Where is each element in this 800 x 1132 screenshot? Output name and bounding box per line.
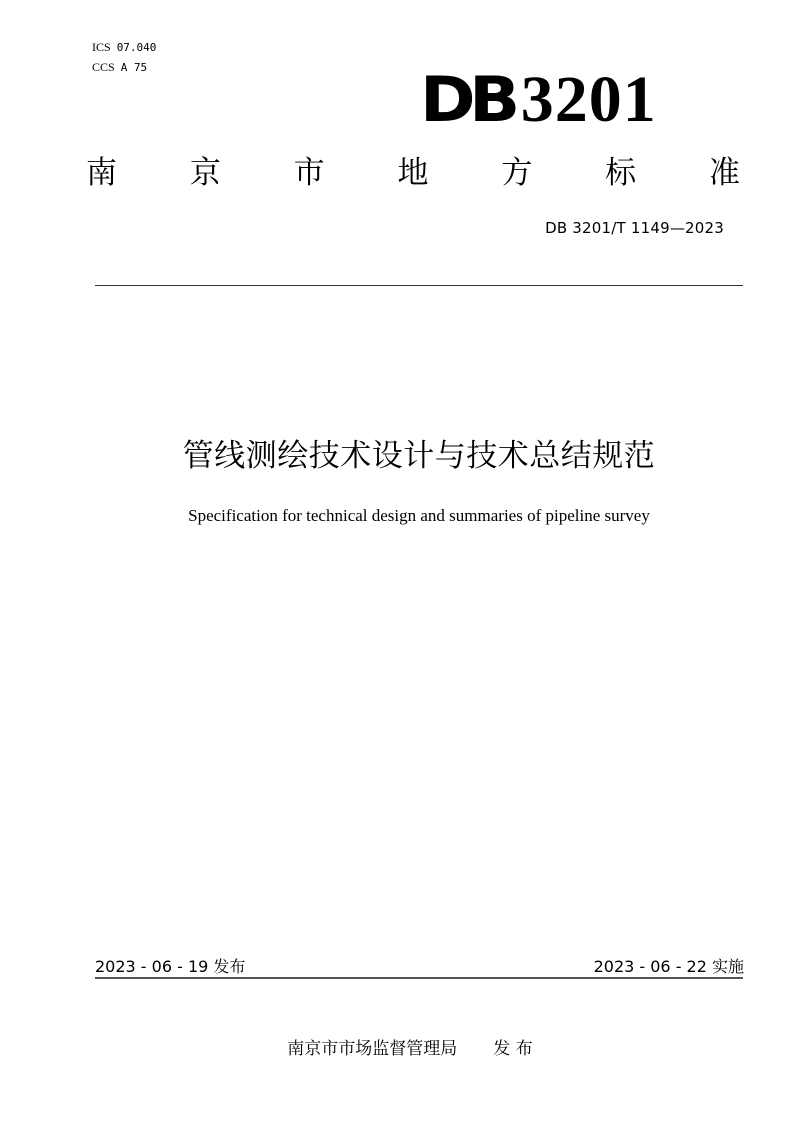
standard-logo — [420, 63, 657, 136]
publish-date: 2023 - 06 - 19 发布 — [95, 957, 246, 976]
footer-divider — [95, 977, 743, 979]
standard-type-char: 标 — [605, 155, 637, 191]
document-title-chinese: 管线测绘技术设计与技术总结规范 — [182, 438, 656, 474]
ccs-classification — [92, 60, 147, 75]
standard-type-char: 准 — [708, 155, 740, 191]
standard-type-char: 南 — [86, 155, 117, 191]
issuing-authority — [0, 1034, 800, 1059]
standard-type-char: 地 — [397, 155, 429, 191]
logo-prefix: DB — [420, 63, 514, 136]
logo-number: 3201 — [520, 63, 657, 136]
header-divider — [95, 285, 743, 286]
standard-type-char: 方 — [501, 155, 533, 191]
ics-code: 07.040 — [116, 41, 157, 54]
standard-number: DB 3201/T 1149—2023 — [545, 219, 724, 237]
ics-classification — [92, 40, 156, 55]
standard-type-char: 京 — [189, 155, 221, 191]
implementation-date: 2023 - 06 - 22 实施 — [593, 957, 744, 976]
ccs-code: A 75 — [120, 61, 148, 74]
ccs-label: CCS — [92, 60, 115, 74]
standard-type-char: 市 — [293, 155, 325, 191]
issuer-action: 发 布 — [493, 1039, 533, 1059]
ics-label: ICS — [92, 40, 111, 54]
document-title-english: Specification for technical design and summaries of pipeline survey — [188, 506, 650, 525]
issuer-name: 南京市市场监督管理局 — [287, 1039, 458, 1059]
standard-type-heading — [86, 153, 740, 193]
